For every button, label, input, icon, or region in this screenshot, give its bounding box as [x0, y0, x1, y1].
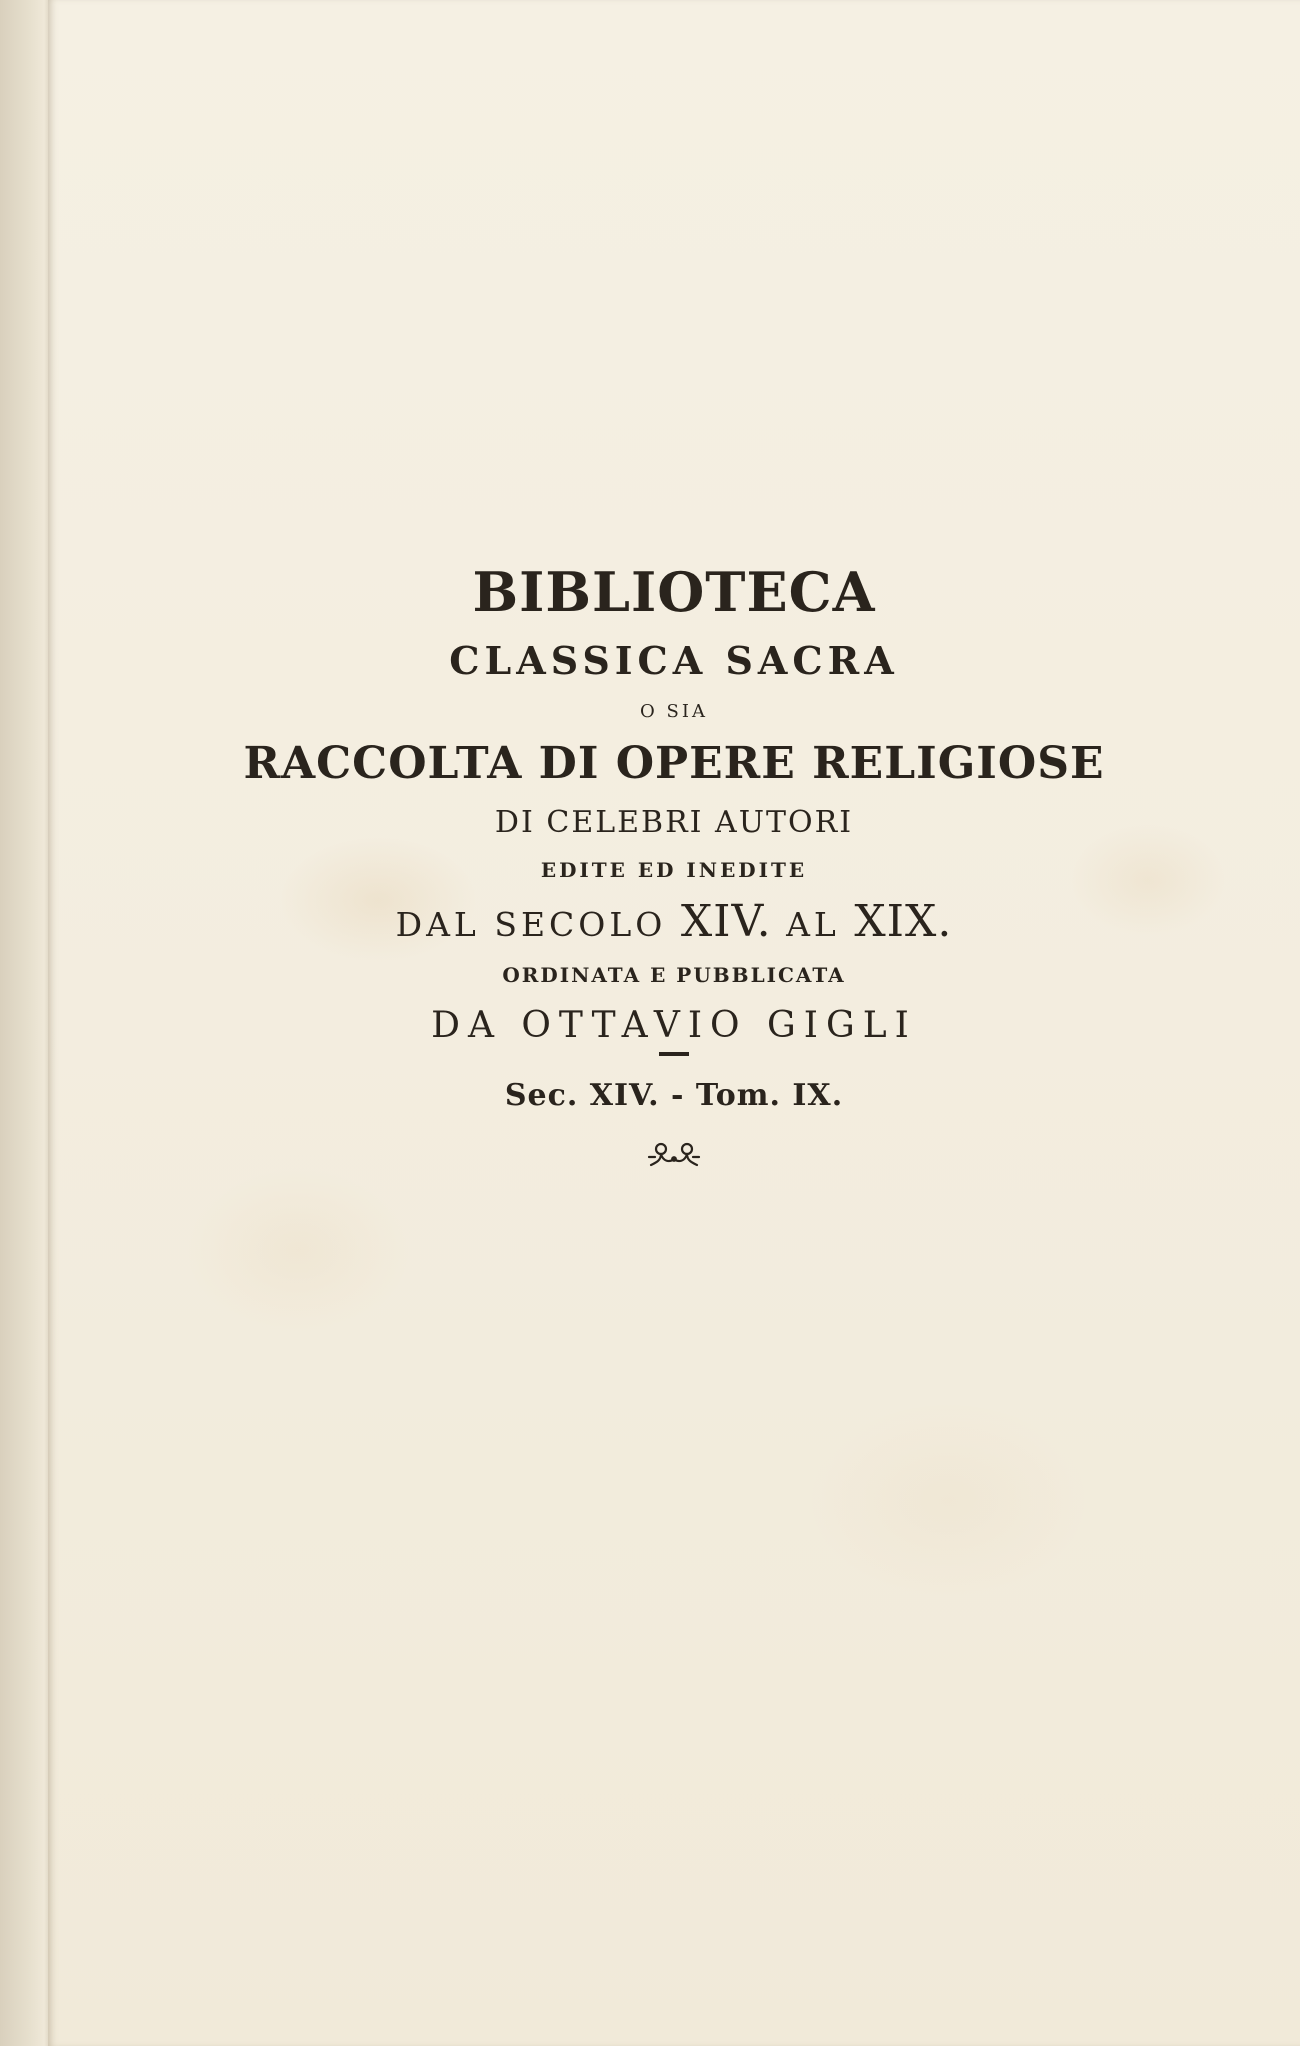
title-block: [48, 560, 1300, 1175]
period-mid: AL: [786, 905, 840, 944]
floral-ornament-icon: [639, 1135, 709, 1175]
ordering-line: ORDINATA E PUBBLICATA: [502, 963, 846, 987]
editor-line: DA OTTAVIO GIGLI: [431, 1005, 917, 1046]
title-page: [48, 0, 1300, 2046]
edition-line: EDITE ED INEDITE: [540, 858, 808, 882]
book-title: BIBLIOTECA: [472, 560, 876, 624]
period-end: XIX.: [854, 896, 953, 947]
period-prefix: DAL SECOLO: [395, 905, 667, 944]
book-spine-edge: [0, 0, 52, 2046]
authors-line: DI CELEBRI AUTORI: [494, 805, 854, 840]
collection-title: RACCOLTA DI OPERE RELIGIOSE: [243, 738, 1105, 789]
period-line: [48, 896, 1300, 947]
divider-rule: [659, 1052, 689, 1056]
volume-line: Sec. XIV. - Tom. IX.: [504, 1078, 844, 1113]
book-subtitle: CLASSICA SACRA: [449, 638, 899, 683]
period-start: XIV.: [680, 896, 772, 947]
connector-text: O SIA: [640, 701, 708, 722]
